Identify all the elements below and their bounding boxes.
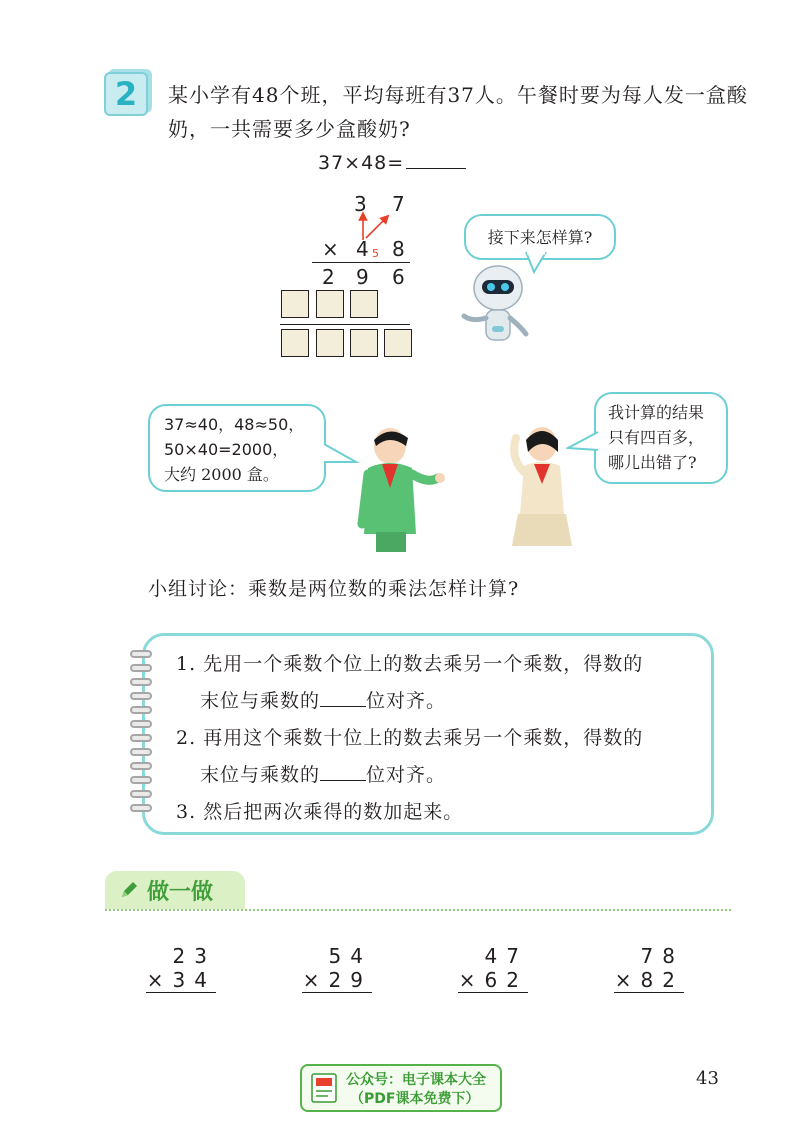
discussion-prompt: 小组讨论：乘数是两位数的乘法怎样计算? bbox=[148, 578, 520, 600]
pencil-icon bbox=[119, 880, 139, 900]
boy-speech-line: 50×40=2000， bbox=[164, 440, 289, 459]
notebook-ring bbox=[130, 734, 152, 742]
step-text: 位对齐。 bbox=[366, 764, 447, 786]
girl-speech-bubble bbox=[594, 392, 728, 484]
step-number: 1. bbox=[176, 653, 197, 675]
method-step-1 bbox=[176, 646, 696, 720]
notebook-ring bbox=[130, 664, 152, 672]
exercise-line bbox=[614, 992, 684, 993]
answer-box[interactable] bbox=[316, 329, 344, 357]
boy-speech-line: 37≈40，48≈50， bbox=[164, 415, 305, 434]
step-number: 3. bbox=[176, 801, 197, 823]
notebook-ring bbox=[130, 790, 152, 798]
answer-box[interactable] bbox=[281, 290, 309, 318]
partial-digit: 6 bbox=[392, 265, 405, 289]
watermark-badge bbox=[300, 1064, 502, 1112]
notebook-ring bbox=[130, 720, 152, 728]
answer-box[interactable] bbox=[281, 329, 309, 357]
fill-blank[interactable] bbox=[320, 688, 366, 707]
notebook-ring bbox=[130, 762, 152, 770]
exercise-bottom: ×34 bbox=[146, 968, 216, 992]
exercise-line bbox=[146, 992, 216, 993]
answer-box[interactable] bbox=[316, 290, 344, 318]
top-digit-ones: 7 bbox=[392, 192, 405, 216]
problem-text: 某小学有48个班，平均每班有37人。午餐时要为每人发一盒酸奶，一共需要多少盒酸奶? bbox=[168, 83, 748, 141]
exercise-top: 47 bbox=[484, 944, 528, 968]
girl-speech-line: 只有四百多， bbox=[608, 428, 705, 447]
step-text: 位对齐。 bbox=[366, 690, 447, 712]
method-step-3 bbox=[176, 794, 696, 831]
product-line-1 bbox=[312, 262, 410, 263]
exercise-bottom: ×62 bbox=[458, 968, 528, 992]
exercise-top: 23 bbox=[172, 944, 216, 968]
notebook-ring bbox=[130, 692, 152, 700]
partial-digit: 9 bbox=[356, 265, 369, 289]
notebook-ring bbox=[130, 650, 152, 658]
step-number: 2. bbox=[176, 727, 197, 749]
exercise-bottom: ×82 bbox=[614, 968, 684, 992]
exercise-bottom: ×29 bbox=[302, 968, 372, 992]
bottom-digit-tens: 4 bbox=[356, 237, 369, 261]
exercise-line bbox=[458, 992, 528, 993]
step-text: 末位与乘数的 bbox=[200, 690, 321, 712]
exercise-2 bbox=[302, 944, 372, 993]
bottom-digit-ones: 8 bbox=[392, 237, 405, 261]
partial-digit: 2 bbox=[322, 265, 335, 289]
exercise-line bbox=[302, 992, 372, 993]
textbook-icon bbox=[310, 1072, 340, 1104]
section-divider bbox=[105, 909, 731, 911]
page-number: 43 bbox=[696, 1068, 719, 1089]
notebook-ring bbox=[130, 706, 152, 714]
step-text: 然后把两次乘得的数加起来。 bbox=[203, 801, 464, 823]
watermark-line1: 公众号：电子课本大全 bbox=[346, 1072, 486, 1088]
notebook-ring bbox=[130, 776, 152, 784]
boy-student-icon bbox=[350, 424, 450, 554]
exercise-4 bbox=[614, 944, 684, 993]
section-header bbox=[105, 871, 245, 909]
answer-blank[interactable] bbox=[406, 150, 466, 169]
boy-speech-line: 大约 2000 盒。 bbox=[164, 465, 279, 484]
answer-box[interactable] bbox=[350, 290, 378, 318]
robot-speech-text: 接下来怎样算? bbox=[487, 227, 593, 247]
exercise-top: 54 bbox=[328, 944, 372, 968]
boy-speech-bubble bbox=[148, 404, 326, 492]
exercise-1 bbox=[146, 944, 216, 993]
step-text: 先用一个乘数个位上的数去乘另一个乘数，得数的 bbox=[203, 653, 644, 675]
times-sign: × bbox=[322, 237, 339, 261]
exercise-3 bbox=[458, 944, 528, 993]
notebook-ring bbox=[130, 804, 152, 812]
step-text: 末位与乘数的 bbox=[200, 764, 321, 786]
watermark-line2: （PDF课本免费下） bbox=[350, 1091, 480, 1107]
equation bbox=[318, 150, 466, 174]
method-step-2 bbox=[176, 720, 696, 794]
product-line-2 bbox=[280, 324, 410, 325]
equation-text: 37×48= bbox=[318, 152, 405, 174]
example-number-badge: 2 bbox=[104, 72, 148, 116]
fill-blank[interactable] bbox=[320, 762, 366, 781]
answer-box[interactable] bbox=[384, 329, 412, 357]
girl-student-icon bbox=[494, 418, 584, 554]
answer-box[interactable] bbox=[350, 329, 378, 357]
step-text: 再用这个乘数十位上的数去乘另一个乘数，得数的 bbox=[203, 727, 644, 749]
girl-speech-line: 我计算的结果 bbox=[608, 403, 705, 422]
notebook-ring bbox=[130, 748, 152, 756]
notebook-ring bbox=[130, 678, 152, 686]
girl-speech-line: 哪儿出错了? bbox=[608, 453, 697, 472]
section-title: 做一做 bbox=[147, 879, 214, 905]
robot-icon bbox=[458, 262, 538, 346]
carry-digit: 5 bbox=[372, 247, 379, 260]
top-digit-tens: 3 bbox=[354, 192, 367, 216]
exercise-top: 78 bbox=[640, 944, 684, 968]
